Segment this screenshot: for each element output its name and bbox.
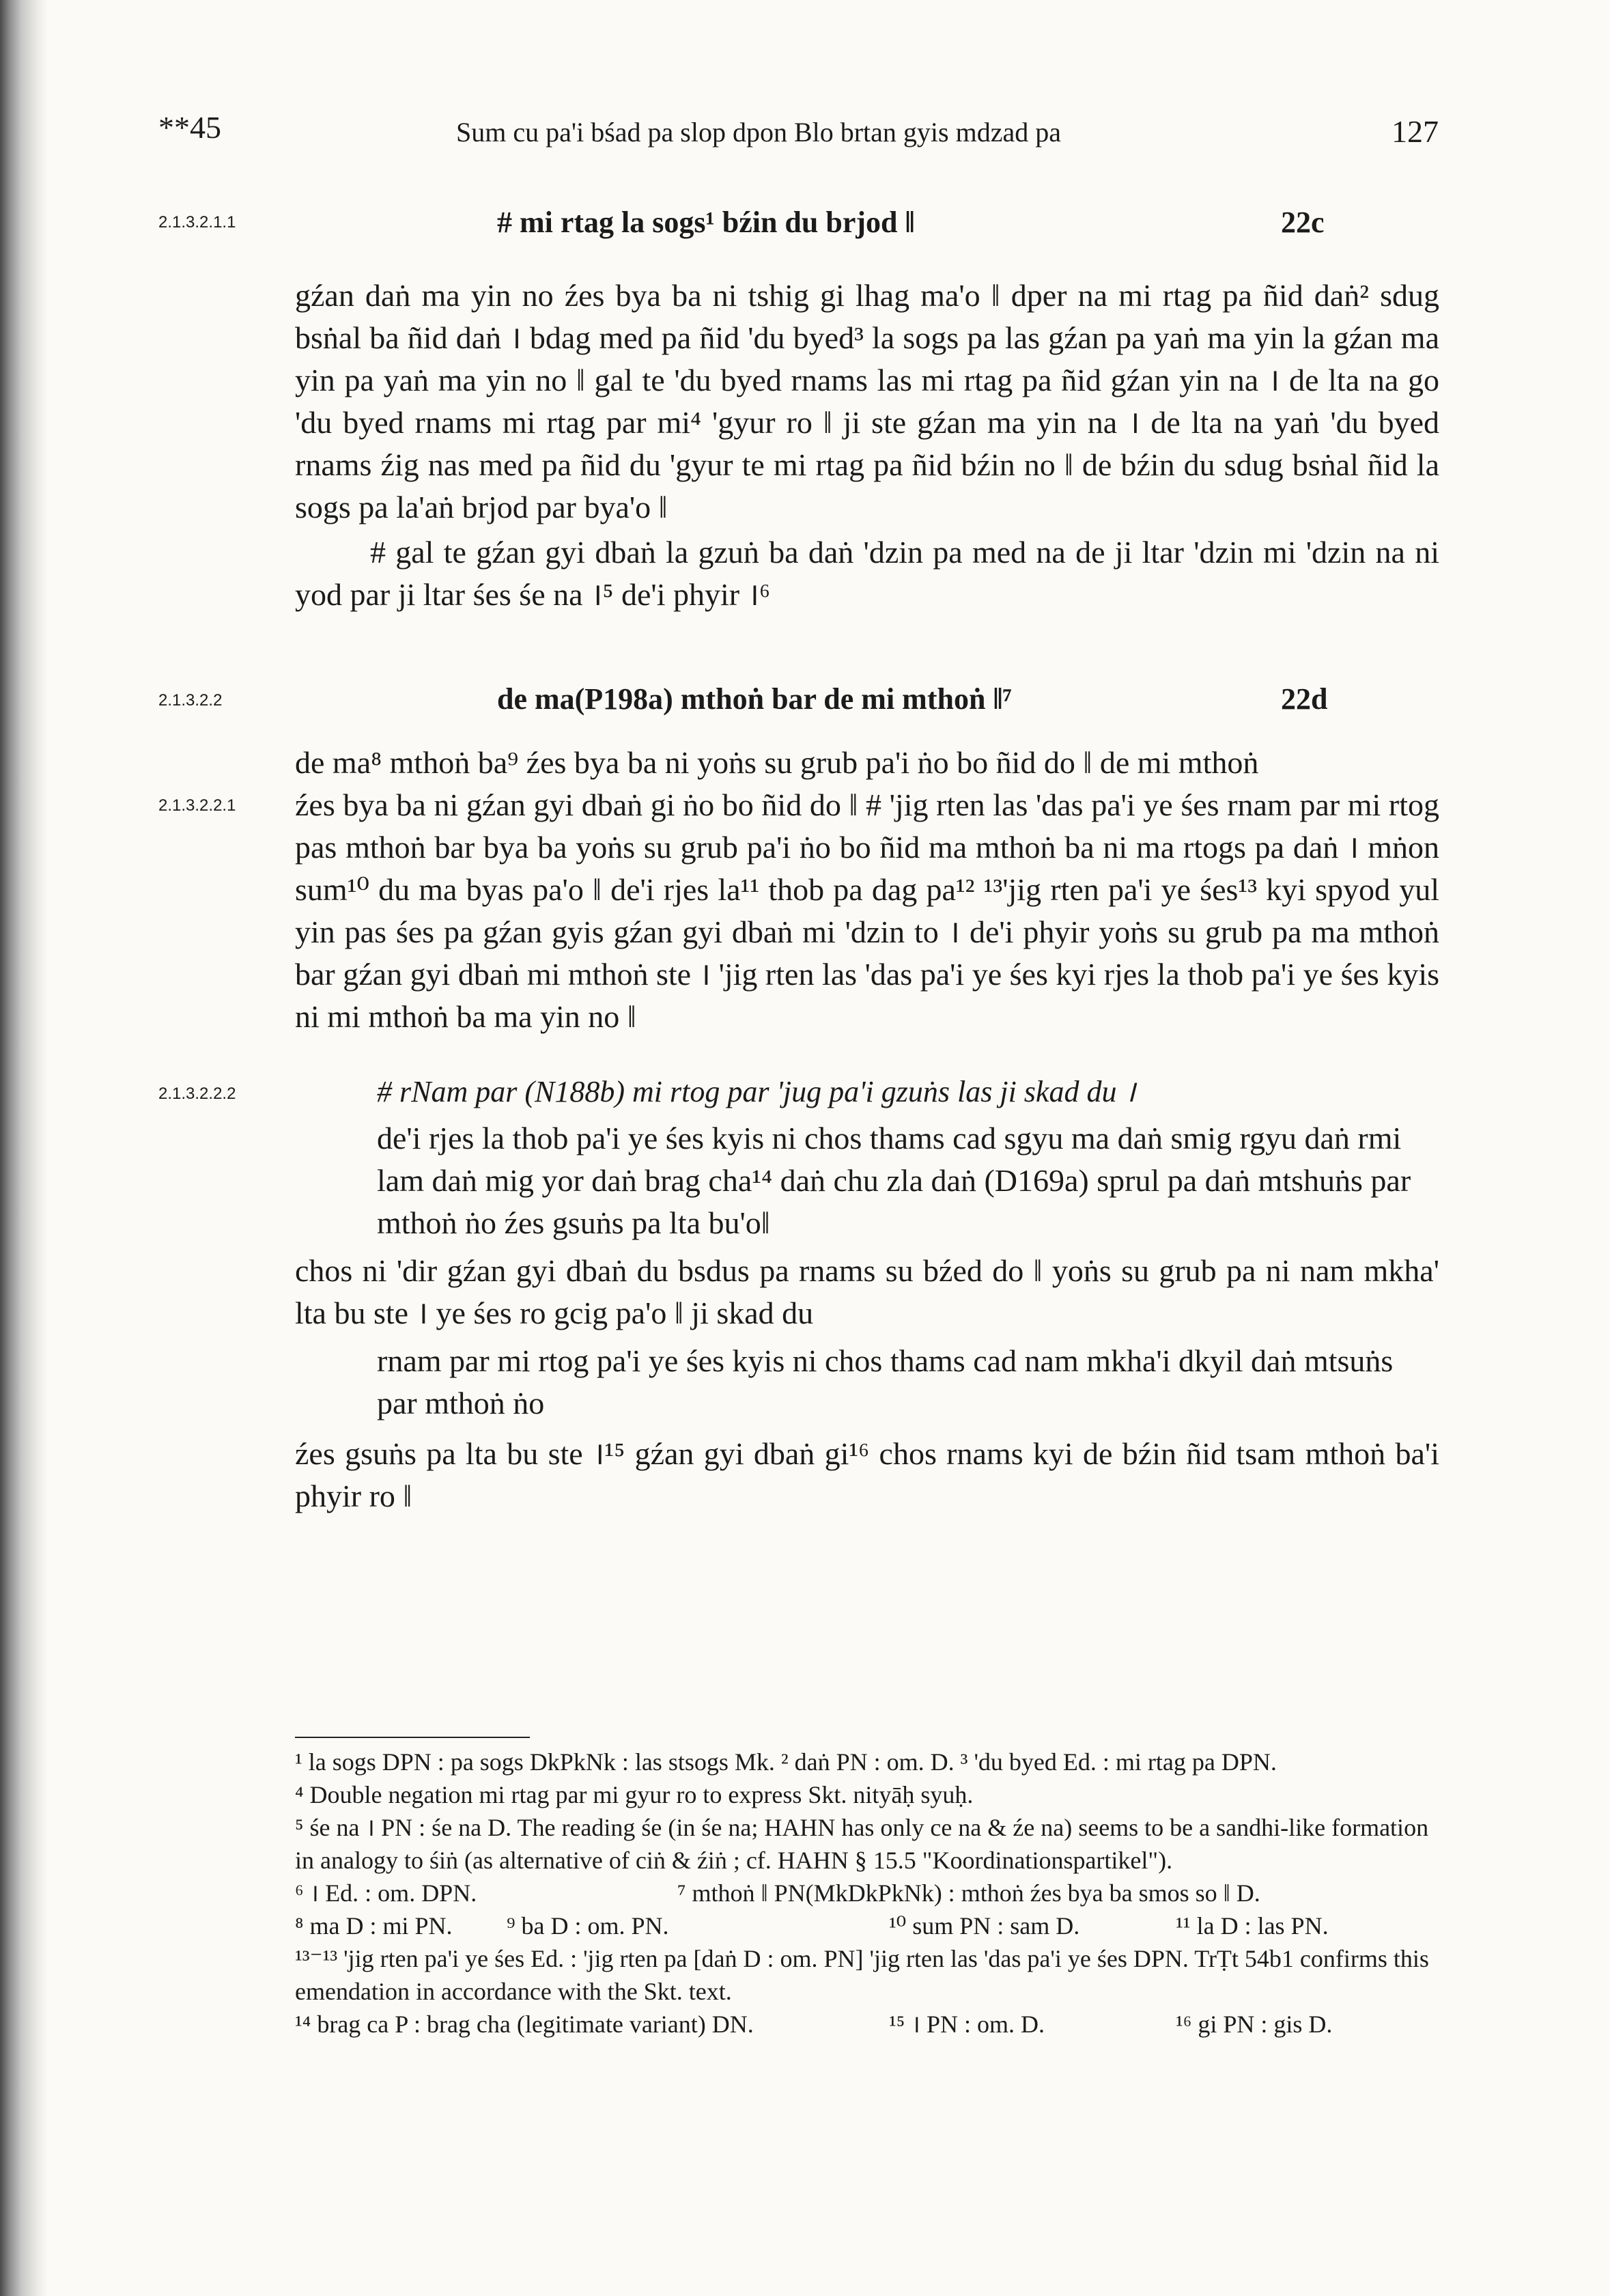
footnote: ¹⁵ । PN : om. D. bbox=[889, 2011, 1045, 2038]
section-heading: de ma(P198a) mthoṅ bar de mi mthoṅ ǁ⁷ bbox=[497, 682, 1012, 716]
page-number: 127 bbox=[1392, 114, 1439, 149]
paragraph: # gal te gźan gyi dbaṅ la gzuṅ ba daṅ 'dzin pa med na de ji ltar 'dzin mi 'dzin na ni yod par ji ltar śes śe na ।⁵ de'i phyir ।⁶ bbox=[295, 535, 1439, 612]
section-body bbox=[295, 1250, 1439, 1334]
column-ref: 22c bbox=[1281, 206, 1325, 239]
section-number: 2.1.3.2.2 bbox=[158, 691, 223, 710]
footnote: ⁵ śe na । PN : śe na D. The reading śe (in śe na; HAHN has only ce na & źe na) seems to be a sandhi-like formation in analogy to śiṅ (as alternative of ciṅ & źiṅ ; cf. HAHN § 15.5 "Koordinationspartikel"). bbox=[295, 1814, 1429, 1874]
footnote-row bbox=[295, 1909, 1439, 1942]
footnote-row bbox=[295, 1877, 1439, 1909]
footnote: ¹⁶ gi PN : gis D. bbox=[1176, 2011, 1333, 2038]
section-heading: # mi rtag la sogs¹ bźin du brjod ǁ bbox=[497, 206, 915, 239]
footnote: ¹⁰ sum PN : sam D. bbox=[889, 1912, 1080, 1940]
footnote: ⁷ mthoṅ ǁ PN(MkDkPkNk) : mthoṅ źes bya ba smos so ǁ D. bbox=[677, 1879, 1260, 1907]
page-code: **45 bbox=[158, 110, 221, 145]
scan-shadow bbox=[0, 0, 48, 2296]
paragraph: gźan daṅ ma yin no źes bya ba ni tshig gi lhag ma'o ǁ dper na mi rtag pa ñid daṅ² sdug bsṅal ba ñid daṅ । bdag med pa ñid 'du byed³ la sogs pa las gźan pa yaṅ ma yin la gźan ma yin pa yaṅ ma yin no ǁ gal te 'du byed rnams las mi rtag pa ñid gźan yin na । de lta na go 'du byed rnams mi rtag par mi⁴ 'gyur ro ǁ ji ste gźan ma yin na । de lta na yaṅ 'du byed rnams źig nas med pa ñid du 'gyur te mi rtag pa ñid bźin no ǁ de bźin du sdug bsṅal ñid la sogs pa la'aṅ brjod par bya'o ǁ bbox=[295, 278, 1439, 524]
column-ref: 22d bbox=[1281, 682, 1328, 716]
footnote: ¹ la sogs DPN : pa sogs DkPkNk : las stsogs Mk. ² daṅ PN : om. D. ³ 'du byed Ed. : mi rtag pa DPN. bbox=[295, 1748, 1277, 1776]
quote-text: rnam par mi rtog pa'i ye śes kyis ni chos thams cad nam mkha'i dkyil daṅ mtsuṅs par mthoṅ ṅo bbox=[377, 1343, 1394, 1420]
footnote: ⁶ । Ed. : om. DPN. bbox=[295, 1879, 477, 1907]
footnote: ¹¹ la D : las PN. bbox=[1176, 1912, 1329, 1940]
section-body bbox=[295, 275, 1439, 616]
footnote: ⁸ ma D : mi PN. bbox=[295, 1912, 453, 1940]
paragraph: źes gsuṅs pa lta bu ste ।¹⁵ gźan gyi dbaṅ gi¹⁶ chos rnams kyi de bźin ñid tsam mthoṅ ba'i phyir ro ǁ bbox=[295, 1436, 1439, 1513]
running-title: Sum cu pa'i bśad pa slop dpon Blo brtan gyis mdzad pa bbox=[456, 117, 1061, 148]
footnote-rule bbox=[295, 1737, 530, 1738]
quote-text: de'i rjes la thob pa'i ye śes kyis ni chos thams cad sgyu ma daṅ smig rgyu daṅ rmi lam daṅ mig yor daṅ brag cha¹⁴ daṅ chu zla daṅ (D169a) sprul pa daṅ mtshuṅs par mthoṅ ṅo źes gsuṅs pa lta bu'oǁ bbox=[377, 1121, 1411, 1240]
section-body bbox=[295, 1433, 1439, 1517]
footnote: ⁹ ba D : om. PN. bbox=[507, 1912, 669, 1940]
paragraph: de ma⁸ mthoṅ ba⁹ źes bya ba ni yoṅs su grub pa'i ṅo bo ñid do ǁ de mi mthoṅ bbox=[295, 745, 1259, 780]
footnote-row bbox=[295, 2008, 1439, 2041]
footnote: ¹⁴ brag ca P : brag cha (legitimate variant) DN. bbox=[295, 2011, 754, 2038]
footnote: ¹³⁻¹³ 'jig rten pa'i ye śes Ed. : 'jig rten pa [daṅ D : om. PN] 'jig rten las 'das pa'i ye śes DPN. TrṬt 54b1 confirms this emendation in accordance with the Skt. text. bbox=[295, 1945, 1429, 2005]
section-number: 2.1.3.2.2.2 bbox=[158, 1084, 236, 1103]
section-body bbox=[295, 784, 1439, 1038]
section-number: 2.1.3.2.1.1 bbox=[158, 213, 236, 232]
paragraph: chos ni 'dir gźan gyi dbaṅ du bsdus pa rnams su bźed do ǁ yoṅs su grub pa ni nam mkha' lta bu ste । ye śes ro gcig pa'o ǁ ji skad du bbox=[295, 1253, 1439, 1330]
quotation bbox=[377, 1340, 1439, 1425]
paragraph: źes bya ba ni gźan gyi dbaṅ gi ṅo bo ñid do ǁ # 'jig rten las 'das pa'i ye śes rnam par mi rtog pas mthoṅ bar bya ba yoṅs su grub pa'i ṅo bo ñid ma mthoṅ ba ni ma rtogs pa daṅ । mṅon sum¹⁰ du ma byas pa'o ǁ de'i rjes la¹¹ thob pa dag pa¹² ¹³'jig rten pa'i ye śes¹³ kyi spyod yul yin pas śes pa gźan gyis gźan gyi dbaṅ mi 'dzin to । de'i phyir yoṅs su grub pa ma mthoṅ bar gźan gyi dbaṅ mi mthoṅ ste । 'jig rten las 'das pa'i ye śes kyi rjes la thob pa'i ye śes kyis ni mi mthoṅ ba ma yin no ǁ bbox=[295, 787, 1439, 1034]
quotation bbox=[377, 1117, 1439, 1244]
citation-lead: # rNam par (N188b) mi rtog par 'jug pa'i gzuṅs las ji skad du । bbox=[377, 1075, 1136, 1108]
footnotes bbox=[295, 1746, 1439, 2041]
footnote: ⁴ Double negation mi rtag par mi gyur ro to express Skt. nityāḥ syuḥ. bbox=[295, 1781, 974, 1808]
section-number: 2.1.3.2.2.1 bbox=[158, 796, 236, 815]
